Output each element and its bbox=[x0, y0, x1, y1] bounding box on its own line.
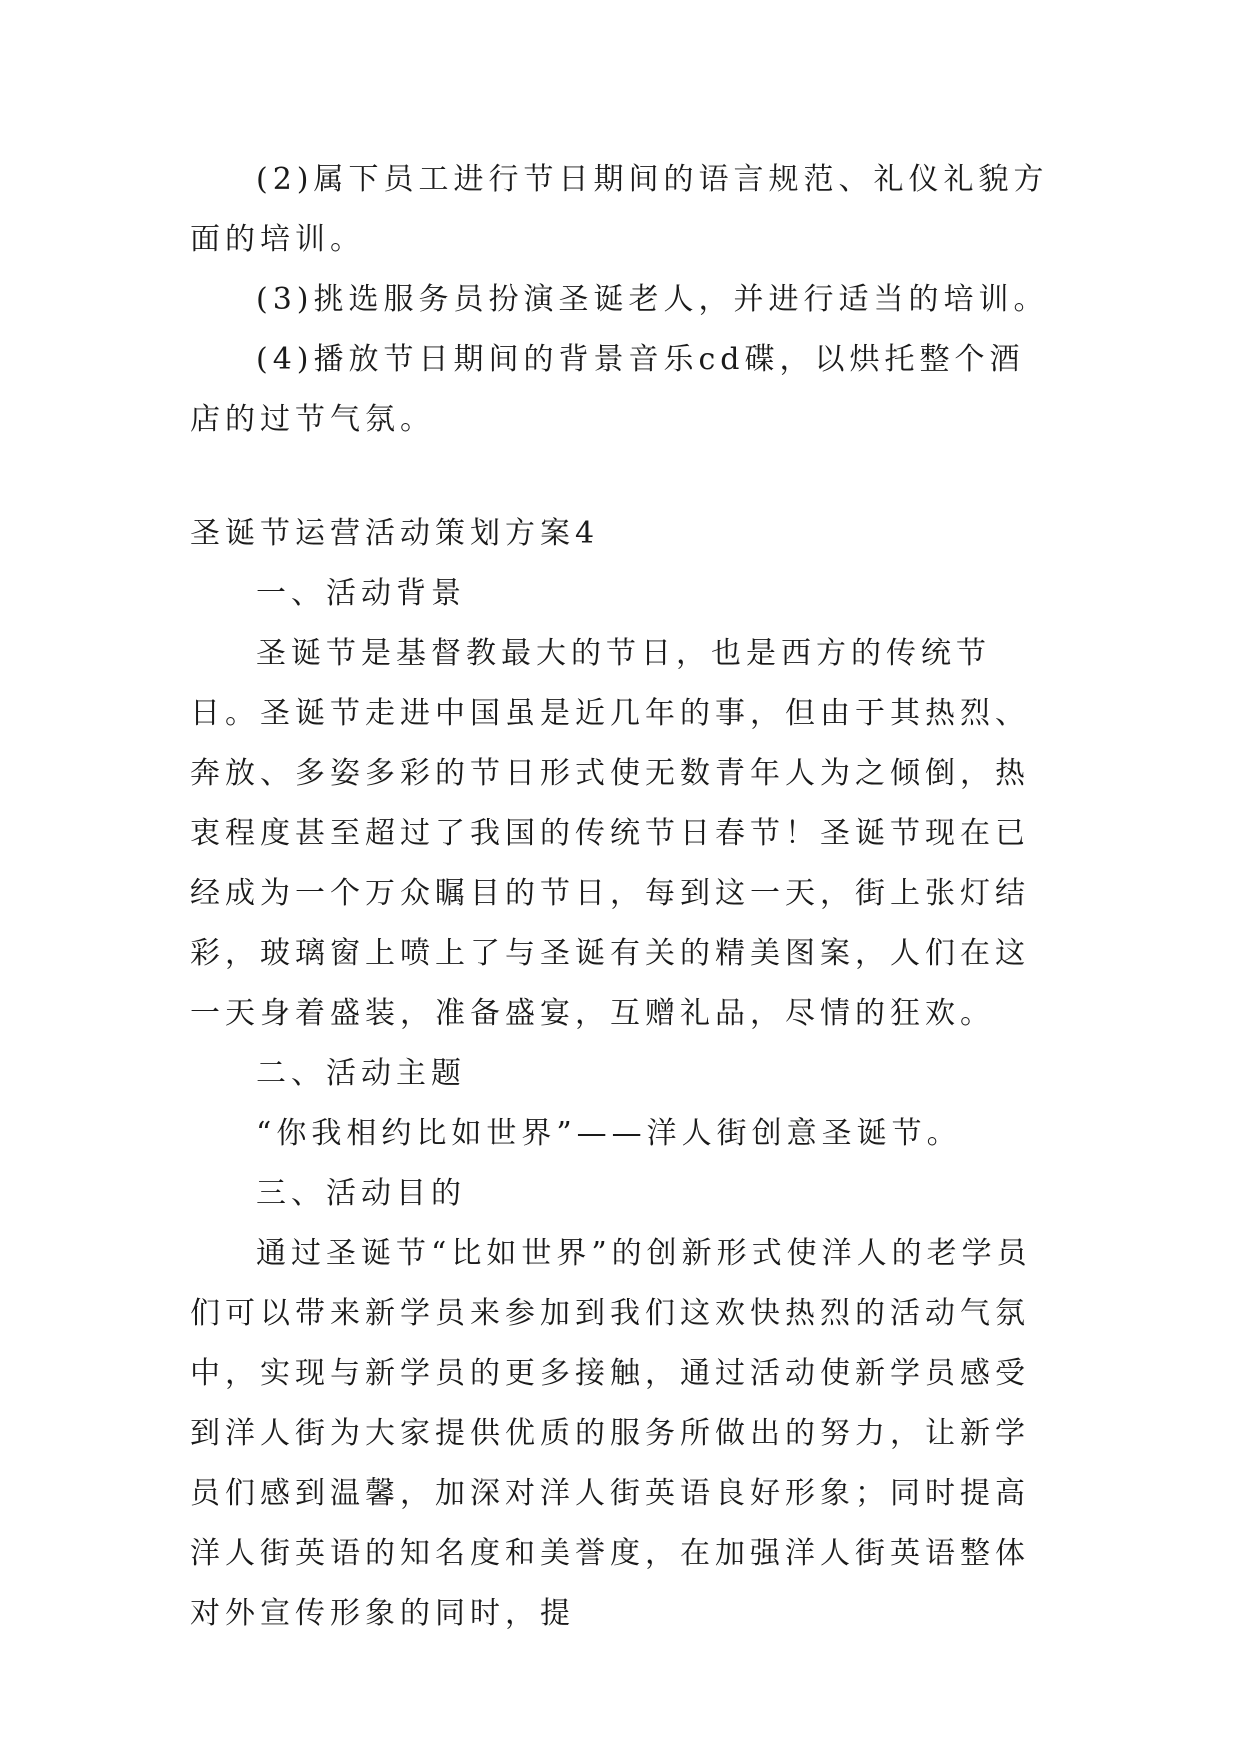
background-heading: 一、活动背景 bbox=[256, 576, 466, 611]
paragraph-item-2: (2)属下员工进行节日期间的语言规范、礼仪礼貌方面的培训。 bbox=[190, 162, 1049, 257]
document-title: 圣诞节运营活动策划方案4 bbox=[190, 516, 600, 551]
background-text: 圣诞节是基督教最大的节日，也是西方的传统节日。圣诞节走进中国虽是近几年的事，但由于其热烈、奔放、多姿多彩的节日形式使无数青年人为之倾倒，热衷程度甚至超过了我国的传统节日春节！圣诞节现在已经成为一个万众瞩目的节日，每到这一天，街上张灯结彩，玻璃窗上喷上了与圣诞有关的精美图案，人们在这一天身着盛装，准备盛宴，互赠礼品，尽情的狂欢。 bbox=[190, 636, 1030, 1031]
paragraph-item-4: (4)播放节日期间的背景音乐cd碟，以烘托整个酒店的过节气氛。 bbox=[190, 342, 1025, 437]
section-spacer bbox=[190, 450, 1050, 504]
purpose-heading: 三、活动目的 bbox=[256, 1176, 466, 1211]
theme-heading: 二、活动主题 bbox=[256, 1056, 466, 1091]
purpose-text: 通过圣诞节“比如世界”的创新形式使洋人的老学员们可以带来新学员来参加到我们这欢快热烈的活动气氛中，实现与新学员的更多接触，通过活动使新学员感受到洋人街为大家提供优质的服务所做出的努力，让新学员们感到温馨，加深对洋人街英语良好形象；同时提高洋人街英语的知名度和美誉度，在加强洋人街英语整体对外宣传形象的同时，提 bbox=[190, 1236, 1032, 1631]
document-body bbox=[190, 150, 1050, 1644]
paragraph-item-3: (3)挑选服务员扮演圣诞老人，并进行适当的培训。 bbox=[256, 282, 1049, 317]
theme-text: “你我相约比如世界”——洋人街创意圣诞节。 bbox=[256, 1116, 962, 1151]
